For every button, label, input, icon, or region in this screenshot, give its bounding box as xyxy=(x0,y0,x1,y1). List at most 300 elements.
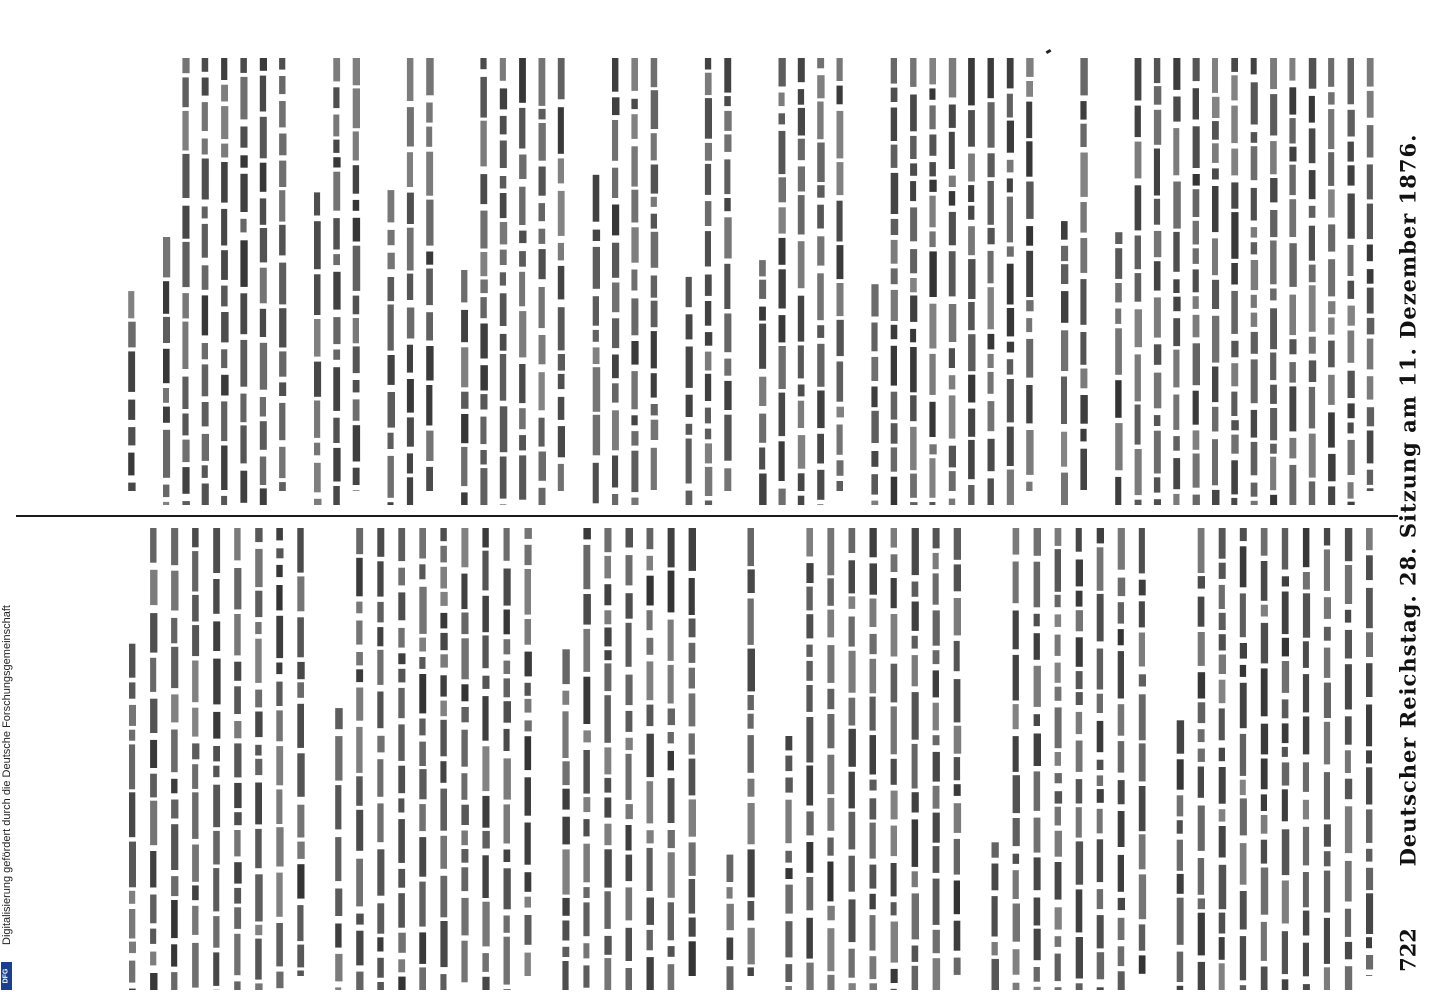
illegible-text-stroke xyxy=(440,876,447,918)
illegible-text-stroke xyxy=(182,242,189,287)
illegible-text-stroke xyxy=(1007,197,1013,243)
illegible-text-stroke xyxy=(525,915,532,945)
illegible-text-stroke xyxy=(202,465,208,478)
illegible-text-stroke xyxy=(221,375,229,396)
illegible-text-stroke xyxy=(1097,649,1103,690)
illegible-text-stroke xyxy=(988,354,994,368)
illegible-text-stroke xyxy=(1034,528,1041,556)
illegible-text-stroke xyxy=(1198,576,1205,589)
illegible-text-stroke xyxy=(583,902,589,936)
illegible-text-stroke xyxy=(837,283,844,316)
illegible-text-stroke xyxy=(631,114,637,139)
illegible-text-stroke xyxy=(954,641,960,671)
illegible-text-stroke xyxy=(279,403,285,440)
illegible-text-stroke xyxy=(1367,470,1373,485)
illegible-text-stroke xyxy=(933,846,940,873)
illegible-text-stroke xyxy=(353,318,359,343)
illegible-text-stroke xyxy=(1366,663,1373,697)
illegible-text-stroke xyxy=(440,567,447,589)
illegible-text-stroke xyxy=(1154,110,1161,145)
illegible-text-stroke xyxy=(1013,704,1019,729)
illegible-text-stroke xyxy=(759,377,766,406)
illegible-text-stroke xyxy=(1193,269,1199,292)
illegible-text-stroke xyxy=(1097,789,1104,803)
illegible-text-stroke xyxy=(1118,629,1124,645)
illegible-text-stroke xyxy=(1219,585,1225,609)
illegible-text-stroke xyxy=(929,162,936,176)
illegible-text-stroke xyxy=(1282,723,1289,743)
illegible-text-stroke xyxy=(1177,898,1184,945)
illegible-text-stroke xyxy=(163,407,170,423)
illegible-text-stroke xyxy=(910,136,917,159)
illegible-text-stroke xyxy=(504,758,511,799)
illegible-text-stroke xyxy=(1080,202,1086,233)
illegible-text-stroke xyxy=(398,628,404,648)
illegible-text-stroke xyxy=(1348,423,1354,434)
illegible-text-stroke xyxy=(171,647,178,688)
illegible-text-stroke xyxy=(705,429,711,440)
illegible-text-stroke xyxy=(314,192,320,215)
illegible-text-stroke xyxy=(705,332,712,346)
illegible-text-stroke xyxy=(1193,248,1199,264)
illegible-text-stroke xyxy=(1135,449,1142,495)
illegible-text-stroke xyxy=(519,155,526,180)
illegible-text-stroke xyxy=(724,134,731,152)
illegible-text-stroke xyxy=(1013,775,1020,813)
illegible-text-stroke xyxy=(480,252,487,276)
illegible-text-stroke xyxy=(583,887,589,898)
illegible-text-stroke xyxy=(968,58,975,105)
illegible-text-stroke xyxy=(504,937,510,985)
illegible-text-stroke xyxy=(1345,861,1352,902)
illegible-text-stroke xyxy=(1345,565,1352,604)
illegible-text-stroke xyxy=(583,943,589,958)
illegible-text-stroke xyxy=(1055,549,1061,592)
illegible-text-stroke xyxy=(377,692,383,729)
illegible-text-stroke xyxy=(1193,174,1200,186)
illegible-text-stroke xyxy=(1366,632,1373,657)
illegible-text-stroke xyxy=(626,623,632,667)
illegible-text-stroke xyxy=(202,224,208,258)
digitization-credit-strip xyxy=(0,560,14,1000)
illegible-text-stroke xyxy=(870,659,877,694)
illegible-text-stroke xyxy=(1366,955,1373,970)
illegible-text-stroke xyxy=(1328,486,1335,505)
illegible-text-stroke xyxy=(333,317,340,344)
illegible-text-stroke xyxy=(426,252,433,265)
illegible-text-stroke xyxy=(1118,855,1124,892)
illegible-text-stroke xyxy=(612,355,619,379)
illegible-text-stroke xyxy=(827,928,834,971)
illegible-text-stroke xyxy=(182,414,188,436)
illegible-text-stroke xyxy=(1013,949,1020,975)
illegible-text-stroke xyxy=(558,58,565,99)
illegible-text-stroke xyxy=(593,230,600,241)
illegible-text-stroke xyxy=(1231,58,1238,72)
illegible-text-stroke xyxy=(668,852,675,898)
illegible-text-stroke xyxy=(612,243,619,278)
illegible-text-stroke xyxy=(912,636,918,649)
illegible-text-stroke xyxy=(1154,344,1161,365)
illegible-text-stroke xyxy=(817,236,824,265)
illegible-text-stroke xyxy=(377,937,383,951)
illegible-text-stroke xyxy=(912,602,919,631)
illegible-text-stroke xyxy=(440,546,447,563)
illegible-text-stroke xyxy=(1115,380,1121,418)
illegible-text-stroke xyxy=(353,380,360,392)
illegible-text-stroke xyxy=(279,382,286,396)
illegible-text-stroke xyxy=(929,88,935,99)
illegible-text-stroke xyxy=(912,528,919,575)
illegible-text-stroke xyxy=(333,254,340,265)
illegible-text-stroke xyxy=(806,645,812,657)
illegible-text-stroke xyxy=(356,528,363,554)
illegible-text-stroke xyxy=(837,245,844,279)
illegible-text-stroke xyxy=(419,657,425,669)
illegible-text-stroke xyxy=(1367,288,1374,314)
illegible-text-stroke xyxy=(539,58,546,106)
illegible-text-stroke xyxy=(910,395,917,421)
illegible-text-stroke xyxy=(1324,549,1330,591)
illegible-text-stroke xyxy=(1289,118,1295,143)
illegible-text-stroke xyxy=(129,744,135,789)
illegible-text-stroke xyxy=(377,982,384,990)
illegible-text-stroke xyxy=(539,452,547,481)
illegible-text-stroke xyxy=(1261,623,1268,664)
illegible-text-stroke xyxy=(388,392,396,428)
illegible-text-stroke xyxy=(482,596,489,632)
illegible-text-stroke xyxy=(1251,82,1258,124)
illegible-text-stroke xyxy=(806,614,813,638)
illegible-text-stroke xyxy=(604,556,611,579)
illegible-text-stroke xyxy=(651,90,658,129)
illegible-text-stroke xyxy=(1139,601,1145,627)
illegible-text-stroke xyxy=(407,308,414,339)
illegible-text-stroke xyxy=(912,871,918,887)
illegible-text-stroke xyxy=(440,654,448,667)
illegible-text-stroke xyxy=(255,759,262,775)
illegible-text-stroke xyxy=(333,87,339,108)
illegible-text-stroke xyxy=(668,902,674,940)
illegible-text-stroke xyxy=(988,58,994,98)
illegible-text-stroke xyxy=(1261,840,1267,864)
illegible-text-stroke xyxy=(519,272,525,307)
illegible-text-stroke xyxy=(377,849,384,895)
illegible-text-stroke xyxy=(171,779,177,794)
illegible-text-stroke xyxy=(234,662,241,681)
illegible-text-stroke xyxy=(419,528,426,559)
illegible-text-stroke xyxy=(1135,58,1142,101)
illegible-text-stroke xyxy=(827,862,833,902)
illegible-text-stroke xyxy=(1177,986,1184,990)
illegible-text-stroke xyxy=(150,952,156,966)
illegible-text-stroke xyxy=(407,152,413,187)
illegible-text-stroke xyxy=(954,679,961,722)
illegible-text-stroke xyxy=(949,251,956,296)
illegible-text-stroke xyxy=(504,610,510,635)
illegible-text-stroke xyxy=(525,569,532,615)
illegible-text-stroke xyxy=(647,556,654,571)
illegible-text-stroke xyxy=(525,720,532,731)
illegible-text-stroke xyxy=(668,709,675,726)
illegible-text-stroke xyxy=(891,759,897,785)
illegible-text-stroke xyxy=(827,714,834,748)
illegible-text-stroke xyxy=(1240,528,1247,541)
illegible-text-stroke xyxy=(419,674,426,713)
illegible-text-stroke xyxy=(1345,942,1352,959)
illegible-text-stroke xyxy=(461,574,467,610)
illegible-text-stroke xyxy=(798,195,805,234)
illegible-text-stroke xyxy=(806,587,812,611)
illegible-text-stroke xyxy=(407,453,413,473)
illegible-text-stroke xyxy=(748,695,754,710)
illegible-text-stroke xyxy=(910,163,917,175)
illegible-text-stroke xyxy=(1154,261,1161,290)
illegible-text-stroke xyxy=(539,229,546,244)
illegible-text-stroke xyxy=(213,916,219,948)
illegible-text-stroke xyxy=(748,569,755,593)
illegible-text-stroke xyxy=(221,106,228,139)
illegible-text-stroke xyxy=(1080,395,1087,424)
illegible-text-stroke xyxy=(353,200,360,211)
illegible-text-stroke xyxy=(849,698,856,726)
illegible-text-stroke xyxy=(912,819,919,867)
illegible-text-stroke xyxy=(647,638,654,655)
illegible-text-stroke xyxy=(689,759,696,796)
illegible-text-stroke xyxy=(1154,431,1161,474)
illegible-text-stroke xyxy=(255,549,262,587)
illegible-text-stroke xyxy=(480,394,487,409)
illegible-text-stroke xyxy=(870,865,877,889)
illegible-text-stroke xyxy=(1193,343,1200,385)
illegible-text-stroke xyxy=(1076,841,1083,884)
illegible-text-stroke xyxy=(1115,309,1121,324)
illegible-text-stroke xyxy=(335,736,342,781)
illegible-text-stroke xyxy=(1309,128,1316,163)
illegible-text-stroke xyxy=(647,898,655,925)
illegible-text-stroke xyxy=(1118,651,1124,698)
illegible-text-stroke xyxy=(1345,806,1352,853)
illegible-text-stroke xyxy=(150,740,157,768)
illegible-text-stroke xyxy=(806,963,813,990)
illegible-text-stroke xyxy=(1261,724,1268,755)
illegible-text-stroke xyxy=(647,830,654,843)
illegible-text-stroke xyxy=(827,578,834,606)
illegible-text-stroke xyxy=(651,448,657,490)
illegible-text-stroke xyxy=(1219,680,1226,704)
illegible-text-stroke xyxy=(419,932,426,964)
illegible-text-stroke xyxy=(1219,708,1225,740)
illegible-text-stroke xyxy=(1348,306,1355,326)
illegible-text-stroke xyxy=(1328,109,1334,149)
illegible-text-stroke xyxy=(1080,238,1087,273)
illegible-text-stroke xyxy=(992,896,998,936)
illegible-text-stroke xyxy=(891,240,898,264)
illegible-text-stroke xyxy=(353,131,359,160)
illegible-text-stroke xyxy=(1135,500,1142,505)
illegible-text-stroke xyxy=(870,894,876,910)
illegible-text-stroke xyxy=(562,921,569,941)
illegible-text-stroke xyxy=(748,649,756,692)
illegible-text-stroke xyxy=(297,905,303,941)
illegible-text-stroke xyxy=(356,558,363,597)
illegible-text-stroke xyxy=(221,85,228,102)
illegible-text-stroke xyxy=(1026,81,1033,97)
illegible-text-stroke xyxy=(1097,809,1103,834)
illegible-text-stroke xyxy=(480,211,487,249)
illegible-text-stroke xyxy=(1270,457,1276,491)
illegible-text-stroke xyxy=(333,272,340,310)
illegible-text-stroke xyxy=(1055,707,1062,748)
illegible-text-stroke xyxy=(785,921,792,957)
illegible-text-stroke xyxy=(1034,929,1041,961)
illegible-text-stroke xyxy=(1366,809,1372,843)
illegible-text-stroke xyxy=(1097,775,1103,786)
illegible-text-stroke xyxy=(150,851,156,888)
illegible-text-stroke xyxy=(1173,494,1179,505)
illegible-text-stroke xyxy=(1212,168,1219,179)
illegible-text-stroke xyxy=(150,895,156,924)
illegible-text-stroke xyxy=(440,613,447,629)
illegible-text-stroke xyxy=(705,73,712,95)
illegible-text-stroke xyxy=(871,357,878,381)
illegible-text-stroke xyxy=(1135,185,1142,230)
illegible-text-stroke xyxy=(260,58,267,71)
illegible-text-stroke xyxy=(1013,854,1020,864)
illegible-text-stroke xyxy=(647,576,654,606)
illegible-text-stroke xyxy=(398,766,405,794)
illegible-text-stroke xyxy=(519,435,526,450)
illegible-text-stroke xyxy=(461,805,469,825)
illegible-text-stroke xyxy=(1328,152,1334,186)
illegible-text-stroke xyxy=(398,869,405,888)
illegible-text-stroke xyxy=(837,481,844,491)
illegible-text-stroke xyxy=(1231,498,1237,505)
illegible-text-stroke xyxy=(806,811,813,835)
illegible-text-stroke xyxy=(1173,297,1180,312)
illegible-text-stroke xyxy=(631,58,638,91)
illegible-text-stroke xyxy=(1097,915,1104,948)
illegible-text-stroke xyxy=(1026,251,1033,297)
illegible-text-stroke xyxy=(988,287,994,329)
illegible-text-stroke xyxy=(1324,627,1331,641)
dfg-logo xyxy=(1,962,12,990)
illegible-text-stroke xyxy=(651,232,659,268)
illegible-text-stroke xyxy=(912,792,919,812)
illegible-text-stroke xyxy=(539,287,545,328)
illegible-text-stroke xyxy=(1198,913,1205,956)
illegible-text-stroke xyxy=(1076,741,1083,772)
illegible-text-stroke xyxy=(689,941,696,976)
illegible-text-stroke xyxy=(1115,423,1122,470)
illegible-text-stroke xyxy=(1154,415,1161,426)
illegible-text-stroke xyxy=(727,887,733,899)
illegible-text-stroke xyxy=(1034,714,1040,726)
illegible-text-stroke xyxy=(202,265,209,290)
illegible-text-stroke xyxy=(419,804,426,831)
illegible-text-stroke xyxy=(593,415,600,456)
illegible-text-stroke xyxy=(798,296,804,342)
illegible-text-stroke xyxy=(954,839,960,875)
illegible-text-stroke xyxy=(1013,611,1019,650)
illegible-text-stroke xyxy=(1289,386,1296,431)
illegible-text-stroke xyxy=(356,914,364,925)
illegible-text-stroke xyxy=(461,684,468,701)
illegible-text-stroke xyxy=(968,110,975,147)
illegible-text-stroke xyxy=(870,528,877,557)
illegible-text-stroke xyxy=(279,308,286,347)
illegible-text-stroke xyxy=(1348,110,1355,137)
illegible-text-stroke xyxy=(1328,412,1335,447)
illegible-text-stroke xyxy=(234,783,241,808)
illegible-text-stroke xyxy=(929,58,936,84)
illegible-text-stroke xyxy=(426,58,434,95)
illegible-text-stroke xyxy=(631,451,638,492)
illegible-text-stroke xyxy=(949,212,956,245)
illegible-text-stroke xyxy=(631,415,637,425)
illegible-text-stroke xyxy=(837,460,844,476)
illegible-text-stroke xyxy=(612,456,618,488)
illegible-text-stroke xyxy=(1173,182,1181,229)
illegible-text-stroke xyxy=(1080,153,1087,197)
illegible-text-stroke xyxy=(377,627,383,646)
illegible-text-stroke xyxy=(668,571,675,613)
illegible-text-stroke xyxy=(1366,975,1372,976)
illegible-text-stroke xyxy=(724,217,731,258)
illegible-text-stroke xyxy=(1251,132,1258,143)
illegible-text-stroke xyxy=(150,929,156,944)
illegible-text-stroke xyxy=(234,812,242,825)
illegible-text-stroke xyxy=(817,102,823,140)
illegible-text-stroke xyxy=(255,639,262,683)
illegible-text-stroke xyxy=(929,196,935,228)
illegible-text-stroke xyxy=(1303,762,1309,792)
illegible-text-stroke xyxy=(461,898,468,936)
illegible-text-stroke xyxy=(461,447,467,486)
illegible-text-stroke xyxy=(314,401,320,438)
illegible-text-stroke xyxy=(992,959,1000,990)
illegible-text-stroke xyxy=(1198,528,1205,573)
illegible-text-stroke xyxy=(612,318,619,348)
illegible-text-stroke xyxy=(891,268,898,284)
illegible-text-stroke xyxy=(949,499,955,505)
illegible-text-stroke xyxy=(163,281,169,314)
illegible-text-stroke xyxy=(240,293,247,334)
illegible-text-stroke xyxy=(891,863,897,896)
illegible-text-stroke xyxy=(260,117,267,159)
illegible-text-stroke xyxy=(335,954,342,982)
illegible-text-stroke xyxy=(968,154,975,182)
illegible-text-stroke xyxy=(837,58,843,81)
illegible-text-stroke xyxy=(1282,576,1289,586)
illegible-text-stroke xyxy=(525,872,532,892)
illegible-text-stroke xyxy=(419,837,426,877)
illegible-text-stroke xyxy=(1231,363,1238,386)
illegible-text-stroke xyxy=(748,967,754,976)
illegible-text-stroke xyxy=(593,347,600,364)
illegible-text-stroke xyxy=(686,277,692,307)
illegible-text-stroke xyxy=(1007,470,1014,506)
illegible-text-stroke xyxy=(785,756,792,772)
illegible-text-stroke xyxy=(705,374,711,401)
illegible-text-stroke xyxy=(482,635,488,668)
illegible-text-stroke xyxy=(1154,297,1161,337)
illegible-text-stroke xyxy=(929,502,935,505)
illegible-text-stroke xyxy=(748,714,754,729)
illegible-text-stroke xyxy=(388,190,395,222)
illegible-text-stroke xyxy=(255,690,262,708)
illegible-text-stroke xyxy=(779,441,785,481)
